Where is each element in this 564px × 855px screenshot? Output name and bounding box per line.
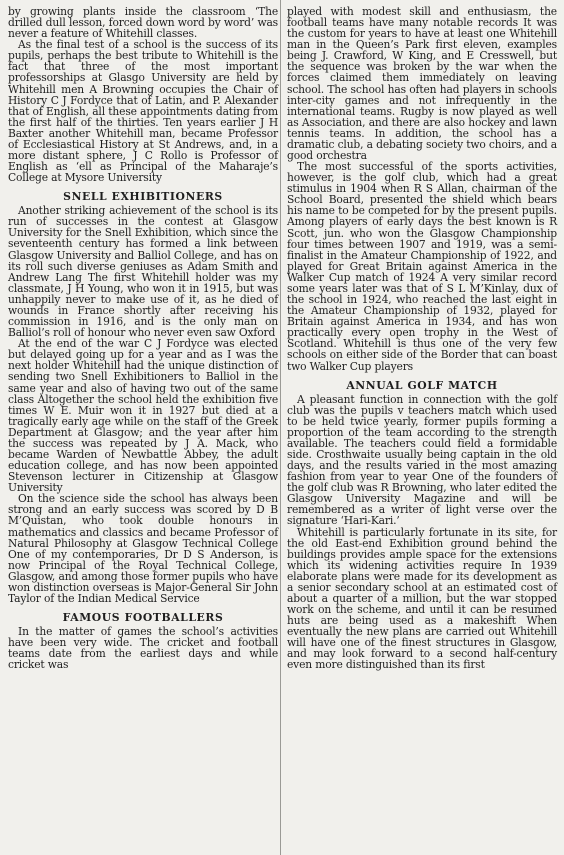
paragraph: played with modest skill and enthusiasm, the football teams have many notable records It was the custom for years to have at least one Whitehill man in the Queen’s Park first eleven, examples being J. Crawford, W King, and E Cresswell, but the sequence was broken by the war when the forces claimed them immediately on leaving school. The school has often had players in schools inter-city games and not infrequently in the international teams. Rugby is now played as well as Association, and there are also hockey and lawn tennis teams. In addition, the school has a dramatic club, a debating society two choirs, and a good orchestra (287, 5, 557, 163)
paragraph: A pleasant function in connection with the golf club was the pupils v teachers match which used to be held twice yearly, former pupils forming a proportion of the team according to the strength available. The teachers could field a formidable side. Crosthwaite usually being captain in the old days, and the results varied in the most amazing fashion from year to year One of the founders of the golf club was R Browning, who later edited the Glasgow University Magazine and will be remembered as a writer of light verse over the signature ‘Hari-Kari.’ (287, 392, 557, 528)
paragraph: The most successful of the sports activities, however, is the golf club, which had a great stimulus in 1904 when R S Allan, chairman of the School Board, presented the shield which bears his name to be competed for by the present pupils. Among players of early days the best known is R Scott, jun. who won the Glasgow Championship four times between 1907 and 1919, was a semi-finalist in the Amateur Championship of 1922, and played for Great Britain against America in the Walker Cup match of 1924 A very similar record some years later was that of S L M’Kinlay, dux of the school in 1924, who reached the last eight in the Amateur Championship of 1932, played for Britain against America in 1934, and has won practically every open trophy in the West of Scotland. Whitehill is thus one of the very few schools on either side of the Border that can boast two Walker Cup players (287, 160, 557, 373)
paragraph: by growing plants inside the classroom ‘The drilled dull lesson, forced down word by word’ was never a feature of Whitehill classes. (8, 5, 278, 41)
column-divider (280, 0, 281, 855)
section-heading: SNELL EXHIBITIONERS (63, 190, 223, 204)
right-column (287, 6, 557, 671)
left-column (8, 6, 278, 670)
paragraph: Whitehill is particularly fortunate in its site, for the old East-end Exhibition ground behind the buildings provides ample space for the extensions which its widening activities require In 1939 elaborate plans were made for its development as a senior secondary school at an estimated cost of about a quarter of a million, but the war stopped work on the scheme, and until it can be resumed huts are being used as a makeshift When eventually the new plans are carried out Whitehill will have one of the finest structures in Glasgow, and may look forward to a second half-century even more distinguished than its first (287, 525, 557, 672)
paragraph: Another striking achievement of the school is its run of successes in the contest at Glasgow University for the Snell Exhibition, which since the seventeenth century has formed a link between Glasgow University and Balliol College, and has on its roll such diverse geniuses as Adam Smith and Andrew Lang The first Whitehill holder was my classmate, J H Young, who won it in 1915, but was unhappily never to make use of it, as he died of wounds in France shortly after receiving his commission in 1916, and is the only man on Balliol’s roll of honour who never even saw Oxford (8, 204, 278, 340)
paragraph: In the matter of games the school’s activities have been very wide. The cricket and football teams date from the earliest days and while cricket was (8, 625, 278, 672)
section-heading: FAMOUS FOOTBALLERS (62, 611, 224, 625)
paragraph: On the science side the school has always been strong and an early success was scored by D B M’Quistan, who took double honours in mathematics and classics and became Professor of Natural Philosophy at Glasgow Technical College One of my contemporaries, Dr D S Anderson, is now Principal of the Royal Technical College, Glasgow, and among those former pupils who have won distinction overseas is Major-General Sir John Taylor of the Indian Medical Service (8, 492, 278, 605)
paragraph: At the end of the war C J Fordyce was elected but delayed going up for a year and as I was the next holder Whitehill had the unique distinction of sending two Snell Exhibitioners to Balliol in the same year and also of having two out of the same class Altogether the school held the exhibition five times W E. Muir won it in 1927 but died at a tragically early age while on the staff of the Greek Department at Glasgow; and the year after him the success was repeated by J A. Mack, who became Warden of Newbattle Abbey, the adult education college, and has now been appointed Stevenson lecturer in Citizenship at Glasgow University (8, 337, 278, 495)
paragraph: As the final test of a school is the success of its pupils, perhaps the best tribute to Whitehill is the fact that three of the most important professorships at Glasgo University are held by Whitehill men A Browning occupies the Chair of History C J Fordyce that of Latin, and P. Alexander that of English, all these appointments dating from the first half of the thirties. Ten years earlier J H Baxter another Whitehill man, became Professor of Ecclesiastical History at St Andrews, and, in a more distant sphere, J C Rollo is Professor of English as ‘ell as Principal of the Maharaje’s College at Mysore University (8, 38, 278, 185)
section-heading: ANNUAL GOLF MATCH (346, 378, 498, 392)
